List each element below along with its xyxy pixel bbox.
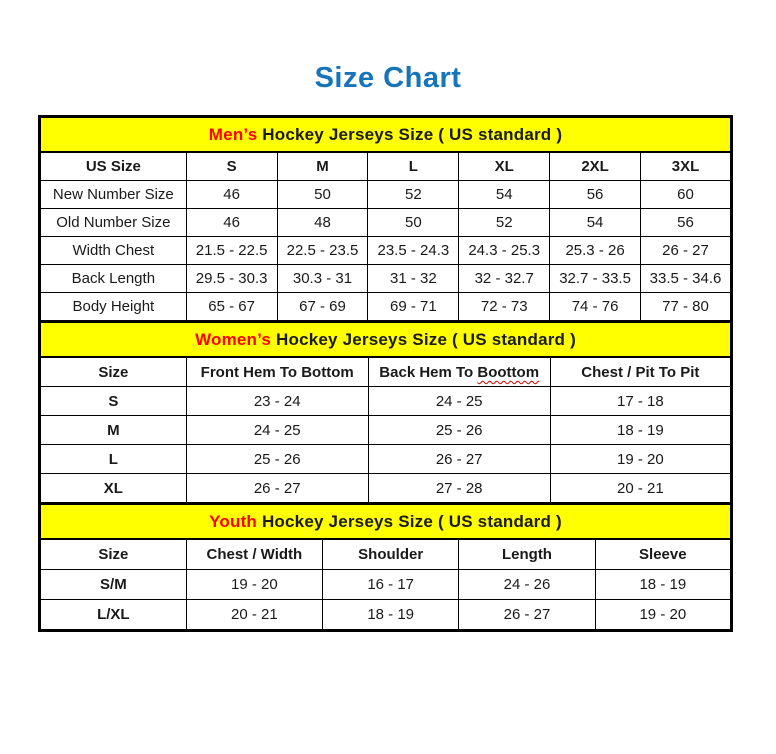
mens-size-table: [38, 115, 733, 323]
cell: 56: [641, 209, 732, 237]
mens-title-rest: Hockey Jerseys Size ( US standard ): [257, 124, 563, 144]
womens-size-table: [38, 320, 733, 505]
cell: 26 - 27: [641, 237, 732, 265]
row-label: XL: [40, 474, 187, 504]
cell: 19 - 20: [595, 600, 731, 631]
mens-col-3xl: 3XL: [641, 152, 732, 181]
cell: 23 - 24: [186, 387, 368, 416]
womens-col-back-hem-misspelled-word: Boottom: [477, 363, 540, 381]
cell: 31 - 32: [368, 265, 459, 293]
cell: 69 - 71: [368, 293, 459, 322]
table-row: [40, 237, 732, 265]
womens-col-chest: Chest / Pit To Pit: [550, 357, 731, 387]
mens-title-highlight: Men’s: [208, 124, 258, 144]
cell: 32 - 32.7: [459, 265, 550, 293]
mens-table-band: [40, 117, 732, 153]
mens-col-s: S: [186, 152, 277, 181]
cell: 18 - 19: [550, 416, 731, 445]
cell: 46: [186, 181, 277, 209]
cell: 24.3 - 25.3: [459, 237, 550, 265]
cell: 19 - 20: [550, 445, 731, 474]
row-label: Body Height: [40, 293, 187, 322]
cell: 50: [277, 181, 368, 209]
cell: 52: [459, 209, 550, 237]
cell: 33.5 - 34.6: [641, 265, 732, 293]
youth-col-size: Size: [40, 539, 187, 570]
cell: 24 - 25: [186, 416, 368, 445]
mens-header-row: [40, 152, 732, 181]
cell: 16 - 17: [323, 570, 459, 600]
table-row: [40, 600, 732, 631]
womens-table-band: [40, 322, 732, 358]
table-row: [40, 265, 732, 293]
row-label: Back Length: [40, 265, 187, 293]
womens-col-back-hem-prefix: Back Hem To: [379, 363, 478, 381]
womens-title-highlight: Women’s: [195, 329, 272, 349]
cell: 24 - 26: [459, 570, 595, 600]
page-title: Size Chart: [314, 62, 462, 94]
cell: 25.3 - 26: [550, 237, 641, 265]
row-label: L: [40, 445, 187, 474]
cell: 67 - 69: [277, 293, 368, 322]
cell: 20 - 21: [186, 600, 322, 631]
cell: 30.3 - 31: [277, 265, 368, 293]
womens-col-back-hem: [368, 357, 550, 387]
youth-title-rest: Hockey Jerseys Size ( US standard ): [257, 511, 562, 531]
cell: 19 - 20: [186, 570, 322, 600]
table-row: [40, 570, 732, 600]
cell: 50: [368, 209, 459, 237]
table-row: [40, 181, 732, 209]
cell: 20 - 21: [550, 474, 731, 504]
cell: 27 - 28: [368, 474, 550, 504]
cell: 74 - 76: [550, 293, 641, 322]
womens-col-size: Size: [40, 357, 187, 387]
youth-size-table: [38, 502, 733, 632]
womens-header-row: [40, 357, 732, 387]
cell: 54: [459, 181, 550, 209]
size-chart-tables: [38, 115, 733, 632]
youth-col-sleeve: Sleeve: [595, 539, 731, 570]
cell: 72 - 73: [459, 293, 550, 322]
table-row: [40, 387, 732, 416]
cell: 25 - 26: [368, 416, 550, 445]
youth-table-title: [40, 504, 732, 540]
cell: 65 - 67: [186, 293, 277, 322]
cell: 52: [368, 181, 459, 209]
youth-table-band: [40, 504, 732, 540]
cell: 26 - 27: [186, 474, 368, 504]
row-label: New Number Size: [40, 181, 187, 209]
cell: 25 - 26: [186, 445, 368, 474]
cell: 18 - 19: [323, 600, 459, 631]
row-label: Width Chest: [40, 237, 187, 265]
mens-col-xl: XL: [459, 152, 550, 181]
womens-title-rest: Hockey Jerseys Size ( US standard ): [271, 329, 576, 349]
womens-table-title: [40, 322, 732, 358]
womens-col-front-hem: Front Hem To Bottom: [186, 357, 368, 387]
cell: 77 - 80: [641, 293, 732, 322]
row-label: Old Number Size: [40, 209, 187, 237]
cell: 18 - 19: [595, 570, 731, 600]
cell: 54: [550, 209, 641, 237]
table-row: [40, 445, 732, 474]
mens-table-title: [40, 117, 732, 153]
cell: 26 - 27: [459, 600, 595, 631]
table-row: [40, 293, 732, 322]
cell: 24 - 25: [368, 387, 550, 416]
mens-col-l: L: [368, 152, 459, 181]
cell: 32.7 - 33.5: [550, 265, 641, 293]
mens-col-us-size: US Size: [40, 152, 187, 181]
row-label: M: [40, 416, 187, 445]
cell: 21.5 - 22.5: [186, 237, 277, 265]
youth-col-length: Length: [459, 539, 595, 570]
youth-col-chest-width: Chest / Width: [186, 539, 322, 570]
row-label: L/XL: [40, 600, 187, 631]
cell: 23.5 - 24.3: [368, 237, 459, 265]
youth-header-row: [40, 539, 732, 570]
cell: 56: [550, 181, 641, 209]
table-row: [40, 209, 732, 237]
cell: 22.5 - 23.5: [277, 237, 368, 265]
cell: 60: [641, 181, 732, 209]
cell: 46: [186, 209, 277, 237]
cell: 17 - 18: [550, 387, 731, 416]
row-label: S/M: [40, 570, 187, 600]
youth-col-shoulder: Shoulder: [323, 539, 459, 570]
cell: 29.5 - 30.3: [186, 265, 277, 293]
table-row: [40, 416, 732, 445]
mens-col-m: M: [277, 152, 368, 181]
table-row: [40, 474, 732, 504]
cell: 48: [277, 209, 368, 237]
mens-col-2xl: 2XL: [550, 152, 641, 181]
row-label: S: [40, 387, 187, 416]
cell: 26 - 27: [368, 445, 550, 474]
youth-title-highlight: Youth: [209, 511, 258, 531]
